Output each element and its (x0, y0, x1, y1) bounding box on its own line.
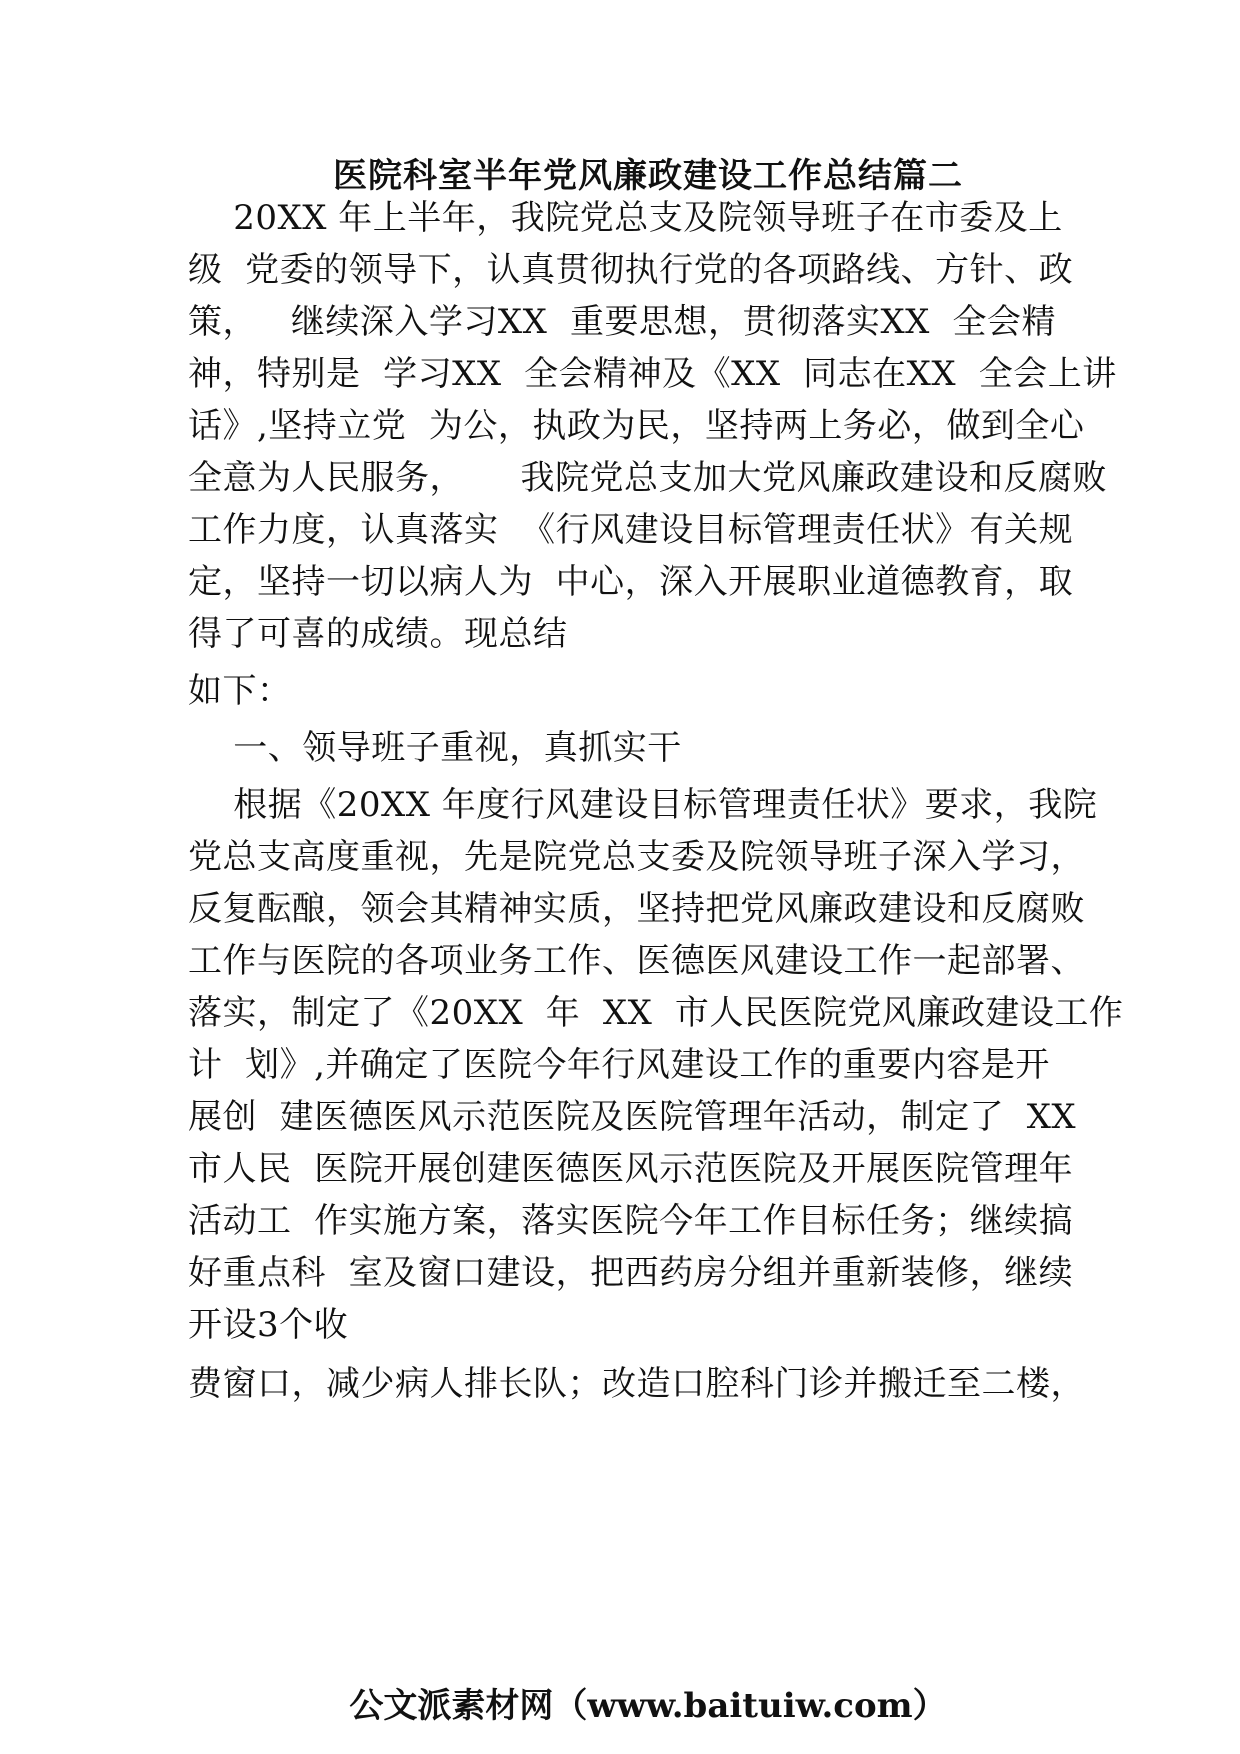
body-line: 好重点科 室及窗口建设，把西药房分组并重新装修，继续 (188, 1253, 1074, 1293)
body-line: 得了可喜的成绩。现总结 (188, 614, 568, 654)
body-line: 反复酝酿，领会其精神实质，坚持把党风廉政建设和反腐败 (188, 889, 1085, 929)
body-line: 级 党委的领导下，认真贯彻执行党的各项路线、方针、政 (188, 250, 1074, 290)
body-line: 工作力度，认真落实 《行风建设目标管理责任状》有关规 (188, 510, 1074, 550)
body-line: 20XX 年上半年，我院党总支及院领导班子在市委及上 (188, 198, 1063, 238)
footer-watermark: 公文派素材网（www.baituiw.com） (349, 1686, 947, 1726)
body-line: 定，坚持一切以病人为 中心，深入开展职业道德教育，取 (188, 562, 1074, 602)
body-line: 根据《20XX 年度行风建设目标管理责任状》要求，我院 (188, 785, 1098, 825)
body-line: 全意为人民服务， 我院党总支加大党风廉政建设和反腐败 (188, 458, 1108, 498)
body-line: 活动工 作实施方案，落实医院今年工作目标任务；继续搞 (188, 1201, 1074, 1241)
body-line: 工作与医院的各项业务工作、医德医风建设工作一起部署、 (188, 941, 1085, 981)
body-line: 如下： (188, 671, 292, 711)
document-title: 医院科室半年党风廉政建设工作总结篇二 (333, 156, 963, 196)
body-line: 落实，制定了《20XX 年 XX 市人民医院党风廉政建设工作 (188, 993, 1124, 1033)
body-line: 计 划》,并确定了医院今年行风建设工作的重要内容是开 (188, 1045, 1050, 1085)
body-line: 一、领导班子重视，真抓实干 (188, 728, 682, 768)
body-line: 费窗口，减少病人排长队；改造口腔科门诊并搬迁至二楼， (188, 1364, 1085, 1404)
body-line: 展创 建医德医风示范医院及医院管理年活动，制定了 XX (188, 1097, 1077, 1137)
body-line: 策， 继续深入学习XX 重要思想，贯彻落实XX 全会精 (188, 302, 1056, 342)
body-line: 开设3个收 (188, 1305, 349, 1345)
body-line: 党总支高度重视，先是院党总支委及院领导班子深入学习， (188, 837, 1085, 877)
body-line: 市人民 医院开展创建医德医风示范医院及开展医院管理年 (188, 1149, 1074, 1189)
body-line: 神，特别是 学习XX 全会精神及《XX 同志在XX 全会上讲 (188, 354, 1117, 394)
body-line: 话》,坚持立党 为公，执政为民，坚持两上务必，做到全心 (188, 406, 1085, 446)
